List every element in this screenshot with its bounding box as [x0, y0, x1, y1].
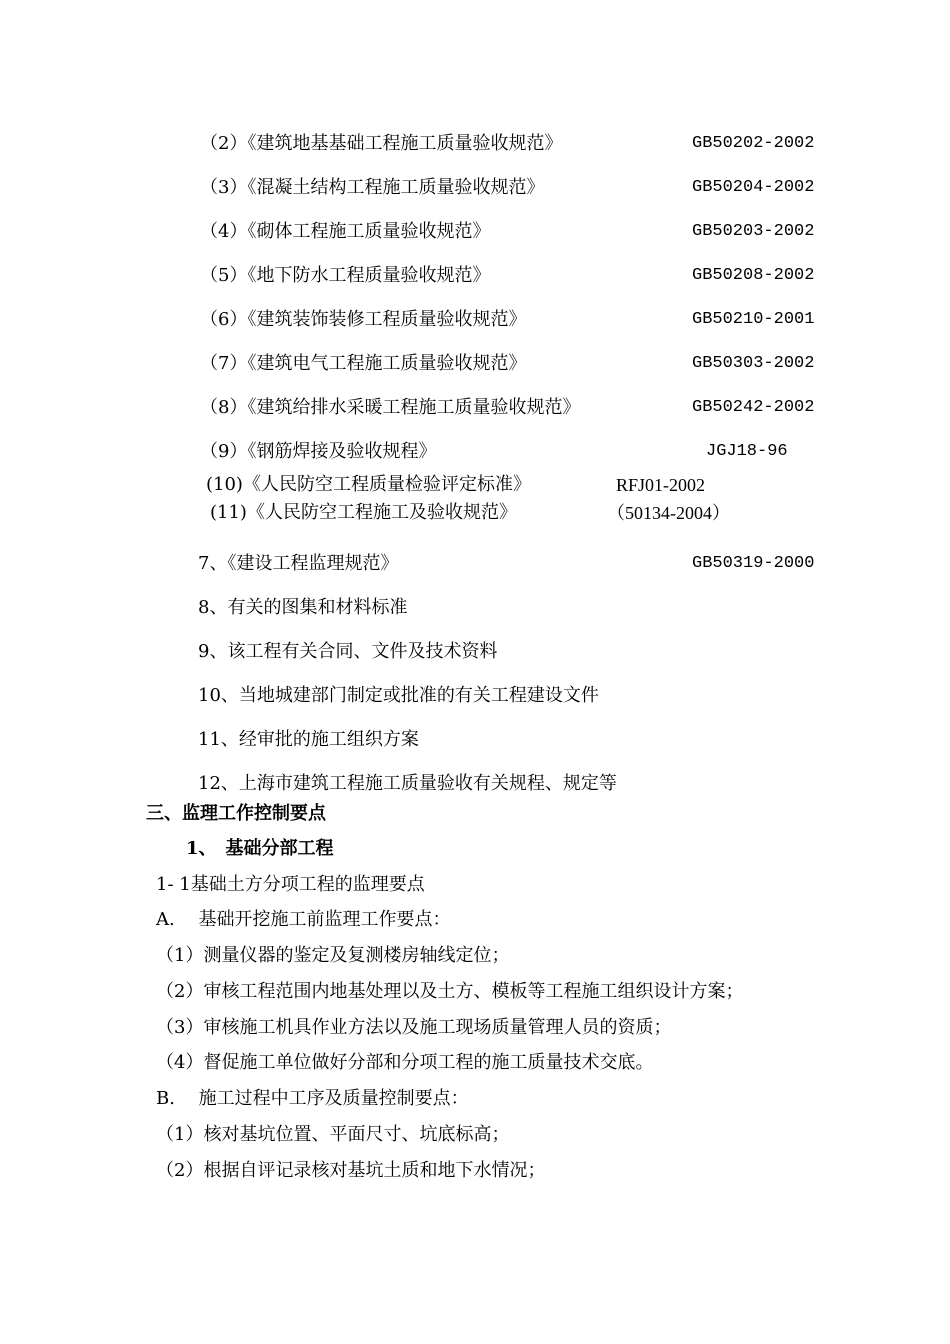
part-a-title: A. 基础开挖施工前监理工作要点：: [156, 909, 451, 930]
standard-title: (10)《人民防空工程质量检验评定标准》: [206, 474, 531, 495]
part-b-item: （1）核对基坑位置、平面尺寸、坑底标高；: [156, 1124, 510, 1145]
standard-code: JGJ18-96: [706, 442, 788, 461]
subsection-title: 1、 基础分部工程: [186, 838, 334, 859]
basis-item: 8、有关的图集和材料标准: [198, 597, 408, 618]
standard-title: （8）《建筑给排水采暖工程施工质量验收规范》: [200, 397, 581, 418]
standard-title: （7）《建筑电气工程施工质量验收规范》: [200, 353, 527, 374]
standard-code: GB50203-2002: [692, 222, 815, 241]
standard-title: （9）《钢筋焊接及验收规程》: [200, 441, 437, 462]
part-b-item: （2）根据自评记录核对基坑土质和地下水情况；: [156, 1160, 546, 1181]
standard-title: （6）《建筑装饰装修工程质量验收规范》: [200, 309, 527, 330]
standard-code: GB50204-2002: [692, 178, 815, 197]
basis-item: 12、上海市建筑工程施工质量验收有关规程、规定等: [198, 773, 617, 794]
standard-code: GB50210-2001: [692, 310, 815, 329]
subitem-title: 1- 1基础土方分项工程的监理要点: [156, 874, 425, 895]
standard-code: RFJ01-2002: [616, 475, 706, 495]
section-title: 三、监理工作控制要点: [146, 803, 326, 824]
basis-item: 11、经审批的施工组织方案: [198, 729, 419, 750]
standard-code: （50134-2004）: [607, 503, 730, 523]
standard-title: (11)《人民防空工程施工及验收规范》: [210, 502, 517, 523]
part-a-item: （4）督促施工单位做好分部和分项工程的施工质量技术交底。: [156, 1052, 654, 1073]
standard-code: GB50202-2002: [692, 134, 815, 153]
standard-code: GB50208-2002: [692, 266, 815, 285]
standard-code: GB50319-2000: [692, 554, 815, 573]
part-a-item: （2）审核工程范围内地基处理以及土方、模板等工程施工组织设计方案；: [156, 981, 744, 1002]
standard-title: （2）《建筑地基基础工程施工质量验收规范》: [200, 133, 563, 154]
standard-title: 7、《建设工程监理规范》: [198, 553, 399, 574]
standard-code: GB50303-2002: [692, 354, 815, 373]
basis-item: 10、当地城建部门制定或批准的有关工程建设文件: [198, 685, 599, 706]
standard-code: GB50242-2002: [692, 398, 815, 417]
part-a-item: （1）测量仪器的鉴定及复测楼房轴线定位；: [156, 945, 510, 966]
part-a-item: （3）审核施工机具作业方法以及施工现场质量管理人员的资质；: [156, 1017, 672, 1038]
standard-title: （4）《砌体工程施工质量验收规范》: [200, 221, 491, 242]
basis-item: 9、该工程有关合同、文件及技术资料: [198, 641, 498, 662]
standard-title: （3）《混凝土结构工程施工质量验收规范》: [200, 177, 545, 198]
part-b-title: B. 施工过程中工序及质量控制要点：: [156, 1088, 469, 1109]
standard-title: （5）《地下防水工程质量验收规范》: [200, 265, 491, 286]
